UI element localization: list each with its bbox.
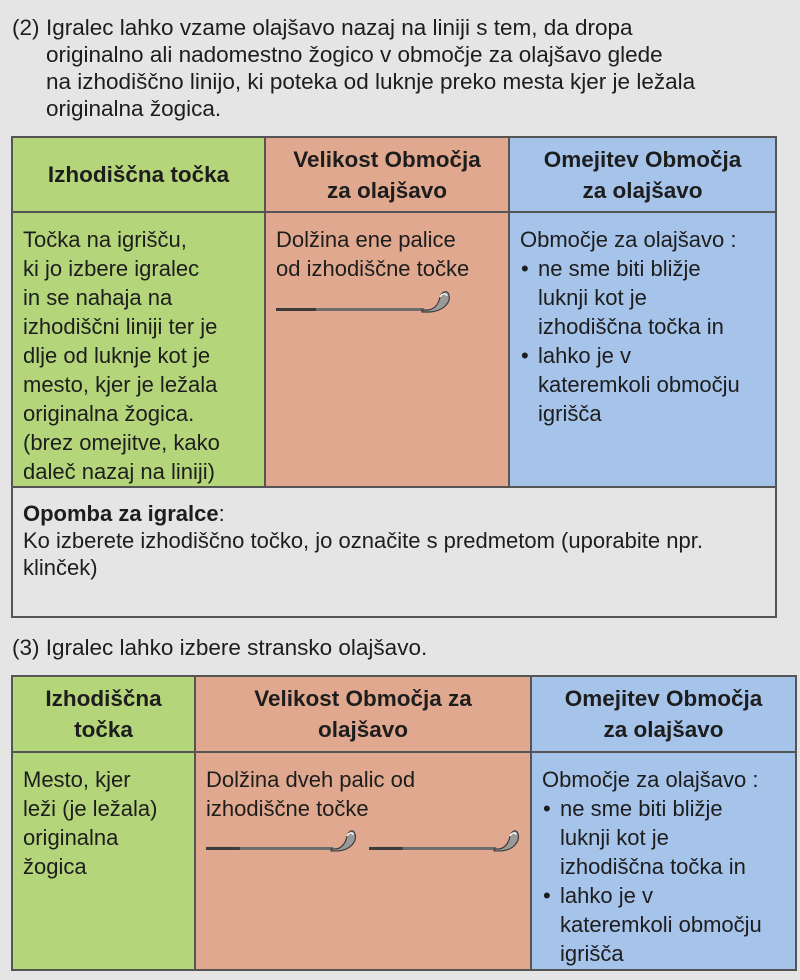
section-3-number: (3) [12, 635, 40, 660]
header-line: Omejitev Območja [564, 686, 763, 711]
limits-list [520, 254, 765, 428]
cell-line: Mesto, kjer [23, 767, 131, 792]
header-relief-area-limits [509, 137, 776, 212]
reference-point-cell [12, 752, 195, 970]
list-item [542, 881, 785, 968]
reference-point-cell [12, 212, 265, 487]
list-item [542, 794, 785, 881]
header-reference-point [12, 676, 195, 752]
cell-line: žogica [23, 854, 87, 879]
cell-line: izhodiščna točka in [560, 854, 746, 879]
players-note-cell [12, 487, 776, 617]
note-colon: : [218, 501, 225, 526]
cell-line: mesto, kjer je ležala [23, 372, 218, 397]
section-2-intro [12, 14, 782, 122]
list-item [520, 254, 765, 341]
cell-line: originalna [23, 825, 119, 850]
cell-line: leži (je ležala) [23, 796, 158, 821]
relief-area-size-cell [195, 752, 531, 970]
header-line: za olajšavo [326, 177, 448, 203]
golf-club-icon [276, 289, 452, 321]
cell-line: • ne sme biti bližje [538, 256, 701, 281]
header-line: Izhodiščna točka [47, 162, 230, 187]
intro-line: originalna žogica. [46, 96, 222, 121]
header-reference-point [12, 137, 265, 212]
cell-line: originalna žogica. [23, 401, 195, 426]
note-heading [23, 500, 765, 527]
section-2-table [11, 136, 777, 618]
golf-club-icon [369, 827, 520, 859]
section-2-text [46, 14, 782, 122]
cell-line: izhodiščna točka in [538, 314, 724, 339]
list-item [520, 341, 765, 428]
cell-line: izhodiščni liniji ter je [23, 314, 218, 339]
header-line: Izhodiščna [45, 686, 162, 711]
header-line: Velikost Območja [293, 146, 481, 172]
header-relief-area-size [195, 676, 531, 752]
section-3-table [11, 675, 797, 971]
cell-line: • lahko je v [538, 343, 631, 368]
intro-line: Igralec lahko vzame olajšavo nazaj na liniji s tem, da dropa [46, 15, 633, 40]
relief-area-limits-cell [509, 212, 776, 487]
cell-line: kateremkoli območju [538, 372, 740, 397]
limits-list [542, 794, 785, 968]
clubs-row [206, 827, 520, 859]
intro-line: originalno ali nadomestno žogico v območje za olajšavo glede [46, 42, 663, 67]
header-relief-area-size [265, 137, 509, 212]
note-line: klinček) [23, 555, 98, 580]
relief-area-limits-cell [531, 752, 796, 970]
section-3-intro [12, 634, 427, 661]
cell-line: Območje za olajšavo : [520, 227, 737, 252]
header-relief-area-limits [531, 676, 796, 752]
header-line: Omejitev Območja [543, 146, 742, 172]
header-line: olajšavo [317, 717, 409, 742]
cell-line: od izhodiščne točke [276, 256, 470, 281]
header-line: za olajšavo [603, 717, 724, 742]
cell-line: Dolžina ene palice [276, 227, 456, 252]
header-line: Velikost Območja za [254, 686, 472, 711]
relief-area-size-cell [265, 212, 509, 487]
cell-line: igrišča [538, 401, 602, 426]
header-line: točka [74, 717, 133, 742]
cell-line: Območje za olajšavo : [542, 767, 759, 792]
golf-club-icon [206, 827, 357, 859]
cell-line: in se nahaja na [23, 285, 173, 310]
cell-line: (brez omejitve, kako [23, 430, 220, 455]
cell-line: • lahko je v [560, 883, 653, 908]
note-title: Opomba za igralce [23, 501, 219, 526]
cell-line: • ne sme biti bližje [560, 796, 723, 821]
cell-line: luknji kot je [538, 285, 647, 310]
cell-line: Dolžina dveh palic od [206, 767, 416, 792]
section-3-text: Igralec lahko izbere stransko olajšavo. [45, 635, 428, 660]
cell-line: igrišča [560, 941, 624, 966]
cell-line: kateremkoli območju [560, 912, 762, 937]
cell-line: dlje od luknje kot je [23, 343, 211, 368]
section-2-number: (2) [12, 15, 40, 40]
cell-line: luknji kot je [560, 825, 669, 850]
cell-line: Točka na igrišču, [23, 227, 187, 252]
intro-line: na izhodiščno linijo, ki poteka od luknje preko mesta kjer je ležala [46, 69, 696, 94]
cell-line: daleč nazaj na liniji) [23, 459, 215, 484]
cell-line: ki jo izbere igralec [23, 256, 200, 281]
note-line: Ko izberete izhodiščno točko, jo označite s predmetom (uporabite npr. [23, 528, 703, 553]
header-line: za olajšavo [582, 177, 703, 203]
cell-line: izhodiščne točke [206, 796, 369, 821]
